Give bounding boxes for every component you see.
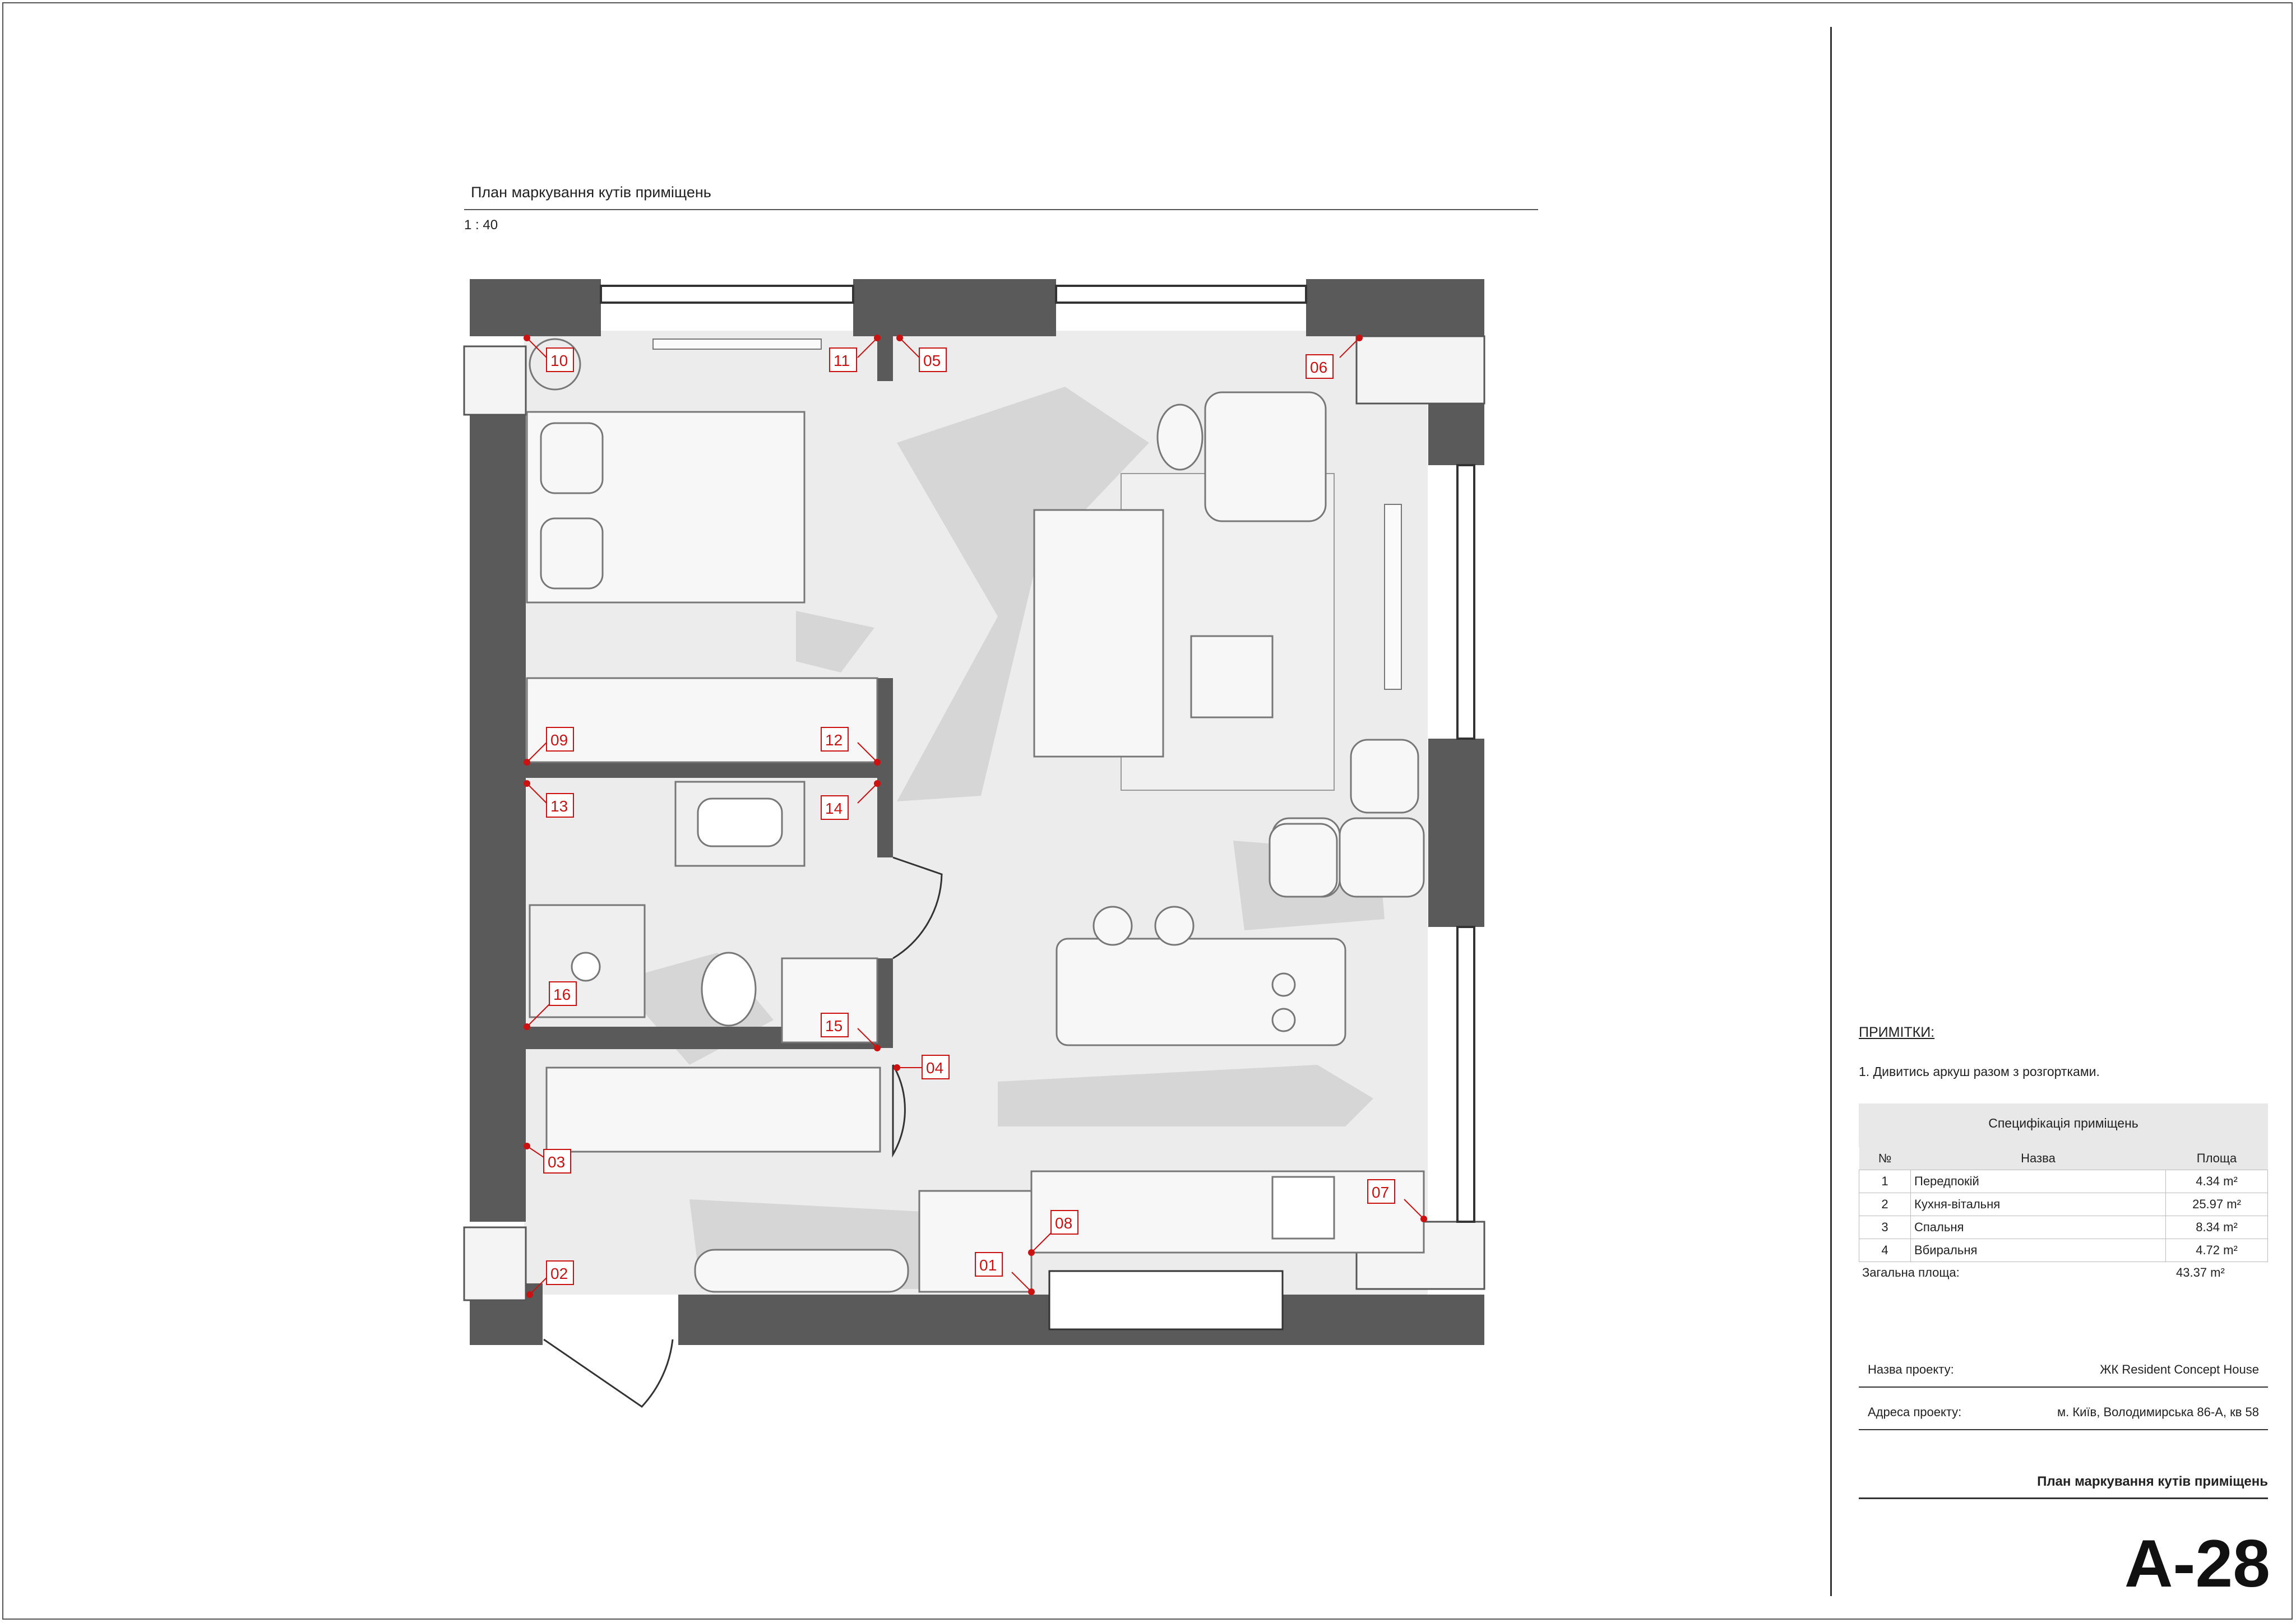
room-name: Кухня-вітальня — [1911, 1193, 2166, 1216]
marker-label-06: 06 — [1310, 359, 1328, 376]
project-address-value: м. Київ, Володимирська 86-А, кв 58 — [2057, 1405, 2259, 1419]
marker-label-03: 03 — [548, 1153, 566, 1171]
table-row — [1859, 1193, 2268, 1216]
room-name: Вбиральня — [1911, 1239, 2166, 1262]
sheet-number: A-28 — [2124, 1526, 2270, 1601]
room-area: 4.72 m² — [2166, 1239, 2268, 1262]
kitchen-island — [1057, 939, 1345, 1045]
wall-bedroom-south — [524, 762, 877, 778]
room-number: 1 — [1859, 1170, 1911, 1193]
marker-label-12: 12 — [825, 731, 843, 749]
sheet-name: План маркування кутів приміщень — [1859, 1474, 2268, 1499]
dining-chair — [1351, 740, 1418, 813]
armchair — [1205, 392, 1326, 521]
table-row — [1859, 1239, 2268, 1262]
table-row — [1859, 1170, 2268, 1193]
hall-wardrobe — [547, 1068, 880, 1152]
project-name-label: Назва проекту: — [1868, 1362, 1954, 1376]
washbasin — [698, 799, 782, 846]
sheet-divider — [1830, 27, 1832, 1596]
marker-label-05: 05 — [923, 352, 941, 369]
project-name-row — [1859, 1353, 2268, 1388]
total-area-label: Загальна площа: — [1862, 1265, 1960, 1279]
window-north-left — [601, 286, 853, 303]
marker-label-02: 02 — [550, 1265, 568, 1282]
sofa — [1034, 510, 1163, 757]
wall-north-left — [470, 279, 601, 336]
spec-col-area: Площа — [2166, 1147, 2268, 1170]
plan-scale: 1 : 40 — [464, 217, 498, 233]
pouf — [1158, 405, 1202, 470]
window-north-right — [1056, 286, 1306, 303]
marker-label-14: 14 — [825, 800, 843, 817]
marker-label-15: 15 — [825, 1017, 843, 1035]
marker-label-10: 10 — [550, 352, 568, 369]
table-row — [1859, 1216, 2268, 1239]
room-number: 3 — [1859, 1216, 1911, 1239]
marker-label-01: 01 — [979, 1256, 997, 1274]
bar-stool — [1094, 907, 1132, 945]
marker-label-09: 09 — [550, 731, 568, 749]
marker-label-07: 07 — [1372, 1184, 1390, 1201]
room-spec-table — [1859, 1103, 2268, 1280]
room-number: 4 — [1859, 1239, 1911, 1262]
built-in-opening — [1049, 1271, 1283, 1329]
total-area-value: 43.37 m² — [2176, 1265, 2225, 1279]
notes-heading: ПРИМІТКИ: — [1859, 1024, 1935, 1040]
marker-label-16: 16 — [553, 986, 571, 1003]
room-name: Передпокій — [1911, 1170, 2166, 1193]
plan-title: План маркування кутів приміщень — [471, 184, 711, 201]
dining-chair — [1340, 818, 1424, 897]
pillow — [541, 518, 603, 588]
spec-grid — [1859, 1147, 2268, 1262]
marker-label-11: 11 — [834, 352, 850, 369]
room-number: 2 — [1859, 1193, 1911, 1216]
wall-north-right — [1306, 279, 1484, 336]
kitchen-counter — [1031, 1171, 1424, 1253]
column — [1357, 336, 1484, 404]
project-address-row — [1859, 1395, 2268, 1430]
wall-east-top — [1428, 404, 1484, 465]
radiator — [653, 339, 821, 349]
marker-label-13: 13 — [550, 797, 568, 815]
column — [464, 1227, 526, 1300]
room-area: 4.34 m² — [2166, 1170, 2268, 1193]
project-name-value: ЖК Resident Concept House — [2100, 1362, 2259, 1376]
hall-bench — [695, 1250, 908, 1292]
column — [464, 346, 526, 415]
marker-label-08: 08 — [1055, 1214, 1073, 1232]
bar-stool — [1155, 907, 1193, 945]
room-area: 8.34 m² — [2166, 1216, 2268, 1239]
spec-col-number: № — [1859, 1147, 1911, 1170]
kitchen-sink — [1272, 1177, 1334, 1239]
entrance-door — [544, 1339, 673, 1407]
tv-console — [1385, 504, 1401, 689]
spec-header-row — [1859, 1147, 2268, 1170]
room-area: 25.97 m² — [2166, 1193, 2268, 1216]
total-area-row — [1859, 1265, 2268, 1280]
note-item: 1. Дивитись аркуш разом з розгортками. — [1859, 1064, 2100, 1079]
window-east-upper — [1457, 465, 1474, 739]
marker-label-04: 04 — [926, 1059, 944, 1077]
wall-partition-east — [877, 678, 893, 857]
wall-west — [470, 415, 526, 1222]
project-address-label: Адреса проекту: — [1868, 1405, 1962, 1419]
dining-chair — [1270, 824, 1337, 897]
room-name: Спальня — [1911, 1216, 2166, 1239]
wall-bedroom-north-stub — [877, 336, 893, 381]
coffee-table — [1191, 636, 1272, 717]
window-east-lower — [1457, 927, 1474, 1222]
spec-title: Специфікація приміщень — [1859, 1103, 2268, 1147]
toilet — [702, 953, 756, 1026]
spec-col-name: Назва — [1911, 1147, 2166, 1170]
wall-east-mid — [1428, 739, 1484, 927]
wall-north-center — [853, 279, 1056, 336]
pillow — [541, 423, 603, 493]
shower-drain — [572, 953, 600, 981]
wall-partition-east-low — [877, 958, 893, 1048]
